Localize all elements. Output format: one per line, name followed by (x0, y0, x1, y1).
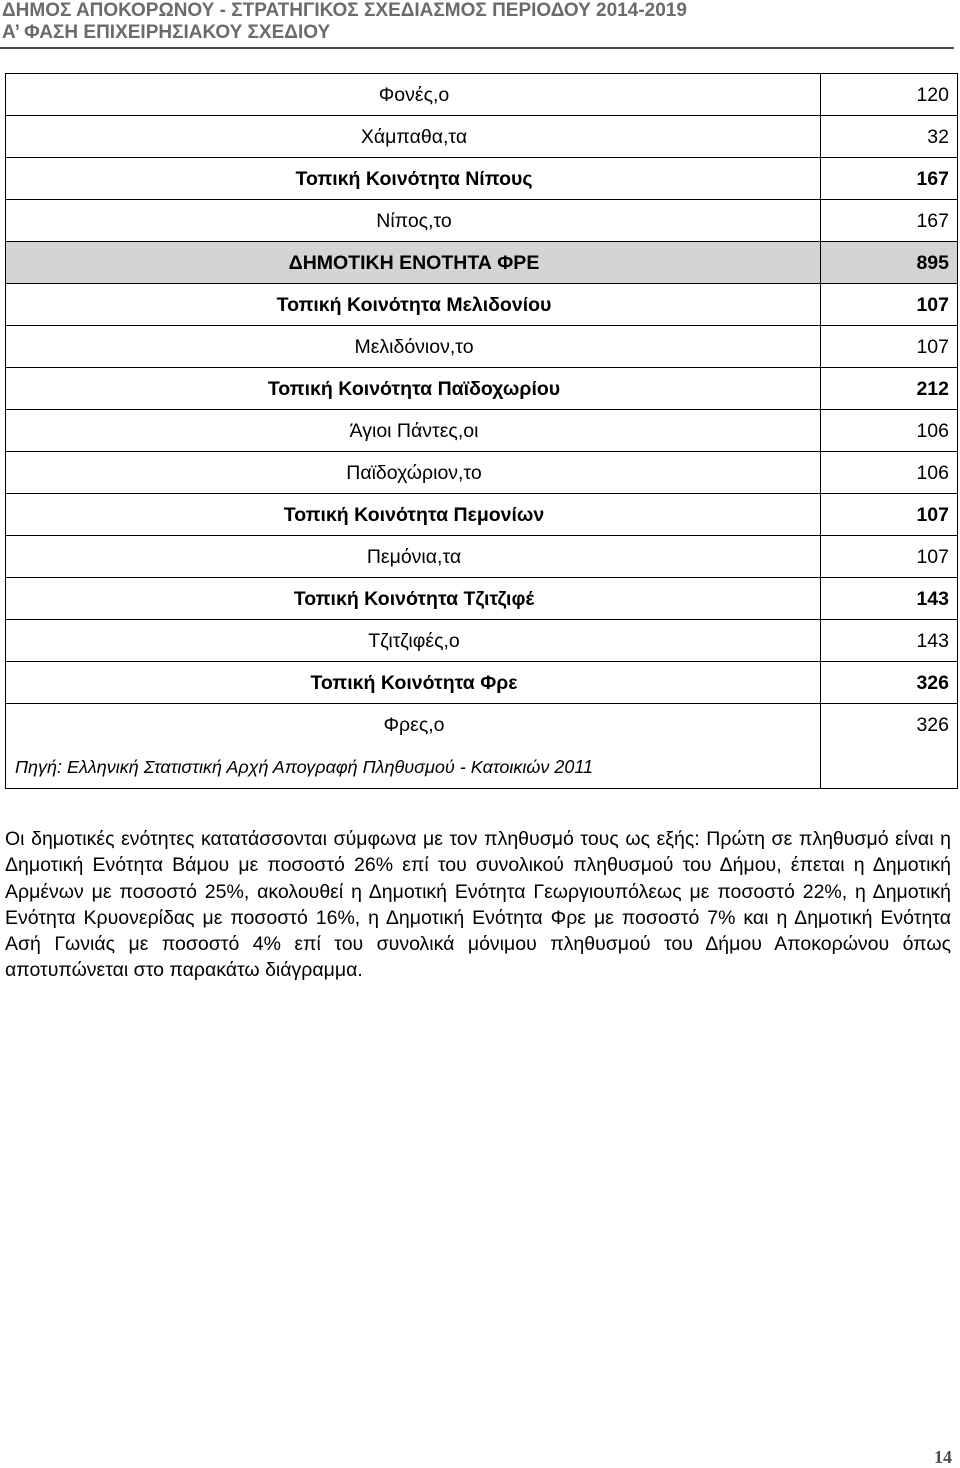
page-header (0, 0, 954, 49)
population-value: 143 (916, 588, 949, 610)
population-value: 106 (916, 420, 949, 442)
population-value: 107 (916, 336, 949, 358)
body-paragraph: Οι δημοτικές ενότητες κατατάσσονται σύμφωνα με τον πληθυσμό τους ως εξής: Πρώτη σε πληθυσμό είναι η Δημοτική Ενότητα Βάμου με ποσοστό 26% επί του συνολικού πληθυσμού του Δήμου, έπεται η Δημοτική Αρμένων με ποσοστό 25%, ακολουθεί η Δημοτική Ενότητα Γεωργιουπόλεως με ποσοστό 22%, η Δημοτική Ενότητα Κρυονερίδας με ποσοστό 16%, η Δημοτική Ενότητα Φρε με ποσοστό 7% και η Δημοτική Ενότητα Ασή Γωνιάς με ποσοστό 4% επί του συνολικά μόνιμου πληθυσμού του Δήμου Αποκορώνου όπως αποτυπώνεται στο παρακάτω διάγραμμα. (5, 828, 951, 982)
table-row (6, 116, 957, 158)
table-row (6, 200, 957, 242)
population-value: 167 (916, 168, 949, 190)
municipal-unit-name: ΔΗΜΟΤΙΚΗ ΕΝΟΤΗΤΑ ΦΡΕ (6, 242, 821, 283)
community-name: Τοπική Κοινότητα Παϊδοχωρίου (6, 368, 821, 409)
population-value: 120 (916, 84, 949, 106)
community-name: Τοπική Κοινότητα Νίπους (6, 158, 821, 199)
table-row (6, 74, 957, 116)
table-row (6, 536, 957, 578)
settlement-name: Χάμπαθα,τα (6, 116, 821, 157)
population-table (5, 73, 958, 789)
population-value: 106 (916, 462, 949, 484)
empty-cell (821, 746, 957, 788)
table-row (6, 704, 957, 746)
community-name: Τοπική Κοινότητα Τζιτζιφέ (6, 578, 821, 619)
population-value: 107 (916, 294, 949, 316)
community-name: Τοπική Κοινότητα Πεμονίων (6, 494, 821, 535)
header-title: ΔΗΜΟΣ ΑΠΟΚΟΡΩΝΟΥ - ΣΤΡΑΤΗΓΙΚΟΣ ΣΧΕΔΙΑΣΜΟΣ ΠΕΡΙΟΔΟΥ 2014-2019 (2, 0, 687, 21)
table-row (6, 284, 957, 326)
table-row (6, 494, 957, 536)
population-value: 107 (916, 504, 949, 526)
table-row (6, 368, 957, 410)
table-row (6, 452, 957, 494)
header-subtitle: Α’ ΦΑΣΗ ΕΠΙΧΕΙΡΗΣΙΑΚΟΥ ΣΧΕΔΙΟΥ (2, 22, 331, 43)
community-name: Τοπική Κοινότητα Φρε (6, 662, 821, 703)
population-value: 326 (916, 672, 949, 694)
settlement-name: Άγιοι Πάντες,οι (6, 410, 821, 451)
settlement-name: Μελιδόνιον,το (6, 326, 821, 367)
table-row (6, 410, 957, 452)
population-value: 143 (916, 630, 949, 652)
table-row (6, 620, 957, 662)
population-value: 326 (916, 714, 949, 736)
settlement-name: Φονές,ο (6, 74, 821, 115)
settlement-name: Παϊδοχώριον,το (6, 452, 821, 493)
settlement-name: Φρες,ο (6, 704, 821, 746)
table-row (6, 662, 957, 704)
table-row (6, 242, 957, 284)
page-number: 14 (934, 1447, 952, 1467)
population-value: 895 (916, 252, 949, 274)
settlement-name: Τζιτζιφές,ο (6, 620, 821, 661)
table-row (6, 158, 957, 200)
table-row (6, 578, 957, 620)
settlement-name: Πεμόνια,τα (6, 536, 821, 577)
table-source-note: Πηγή: Ελληνική Στατιστική Αρχή Απογραφή Πληθυσμού - Κατοικιών 2011 (6, 746, 821, 788)
population-value: 212 (916, 378, 949, 400)
community-name: Τοπική Κοινότητα Μελιδονίου (6, 284, 821, 325)
table-row (6, 326, 957, 368)
population-value: 32 (927, 126, 949, 148)
table-source-row (6, 746, 957, 788)
settlement-name: Νίπος,το (6, 200, 821, 241)
population-value: 167 (916, 210, 949, 232)
population-value: 107 (916, 546, 949, 568)
